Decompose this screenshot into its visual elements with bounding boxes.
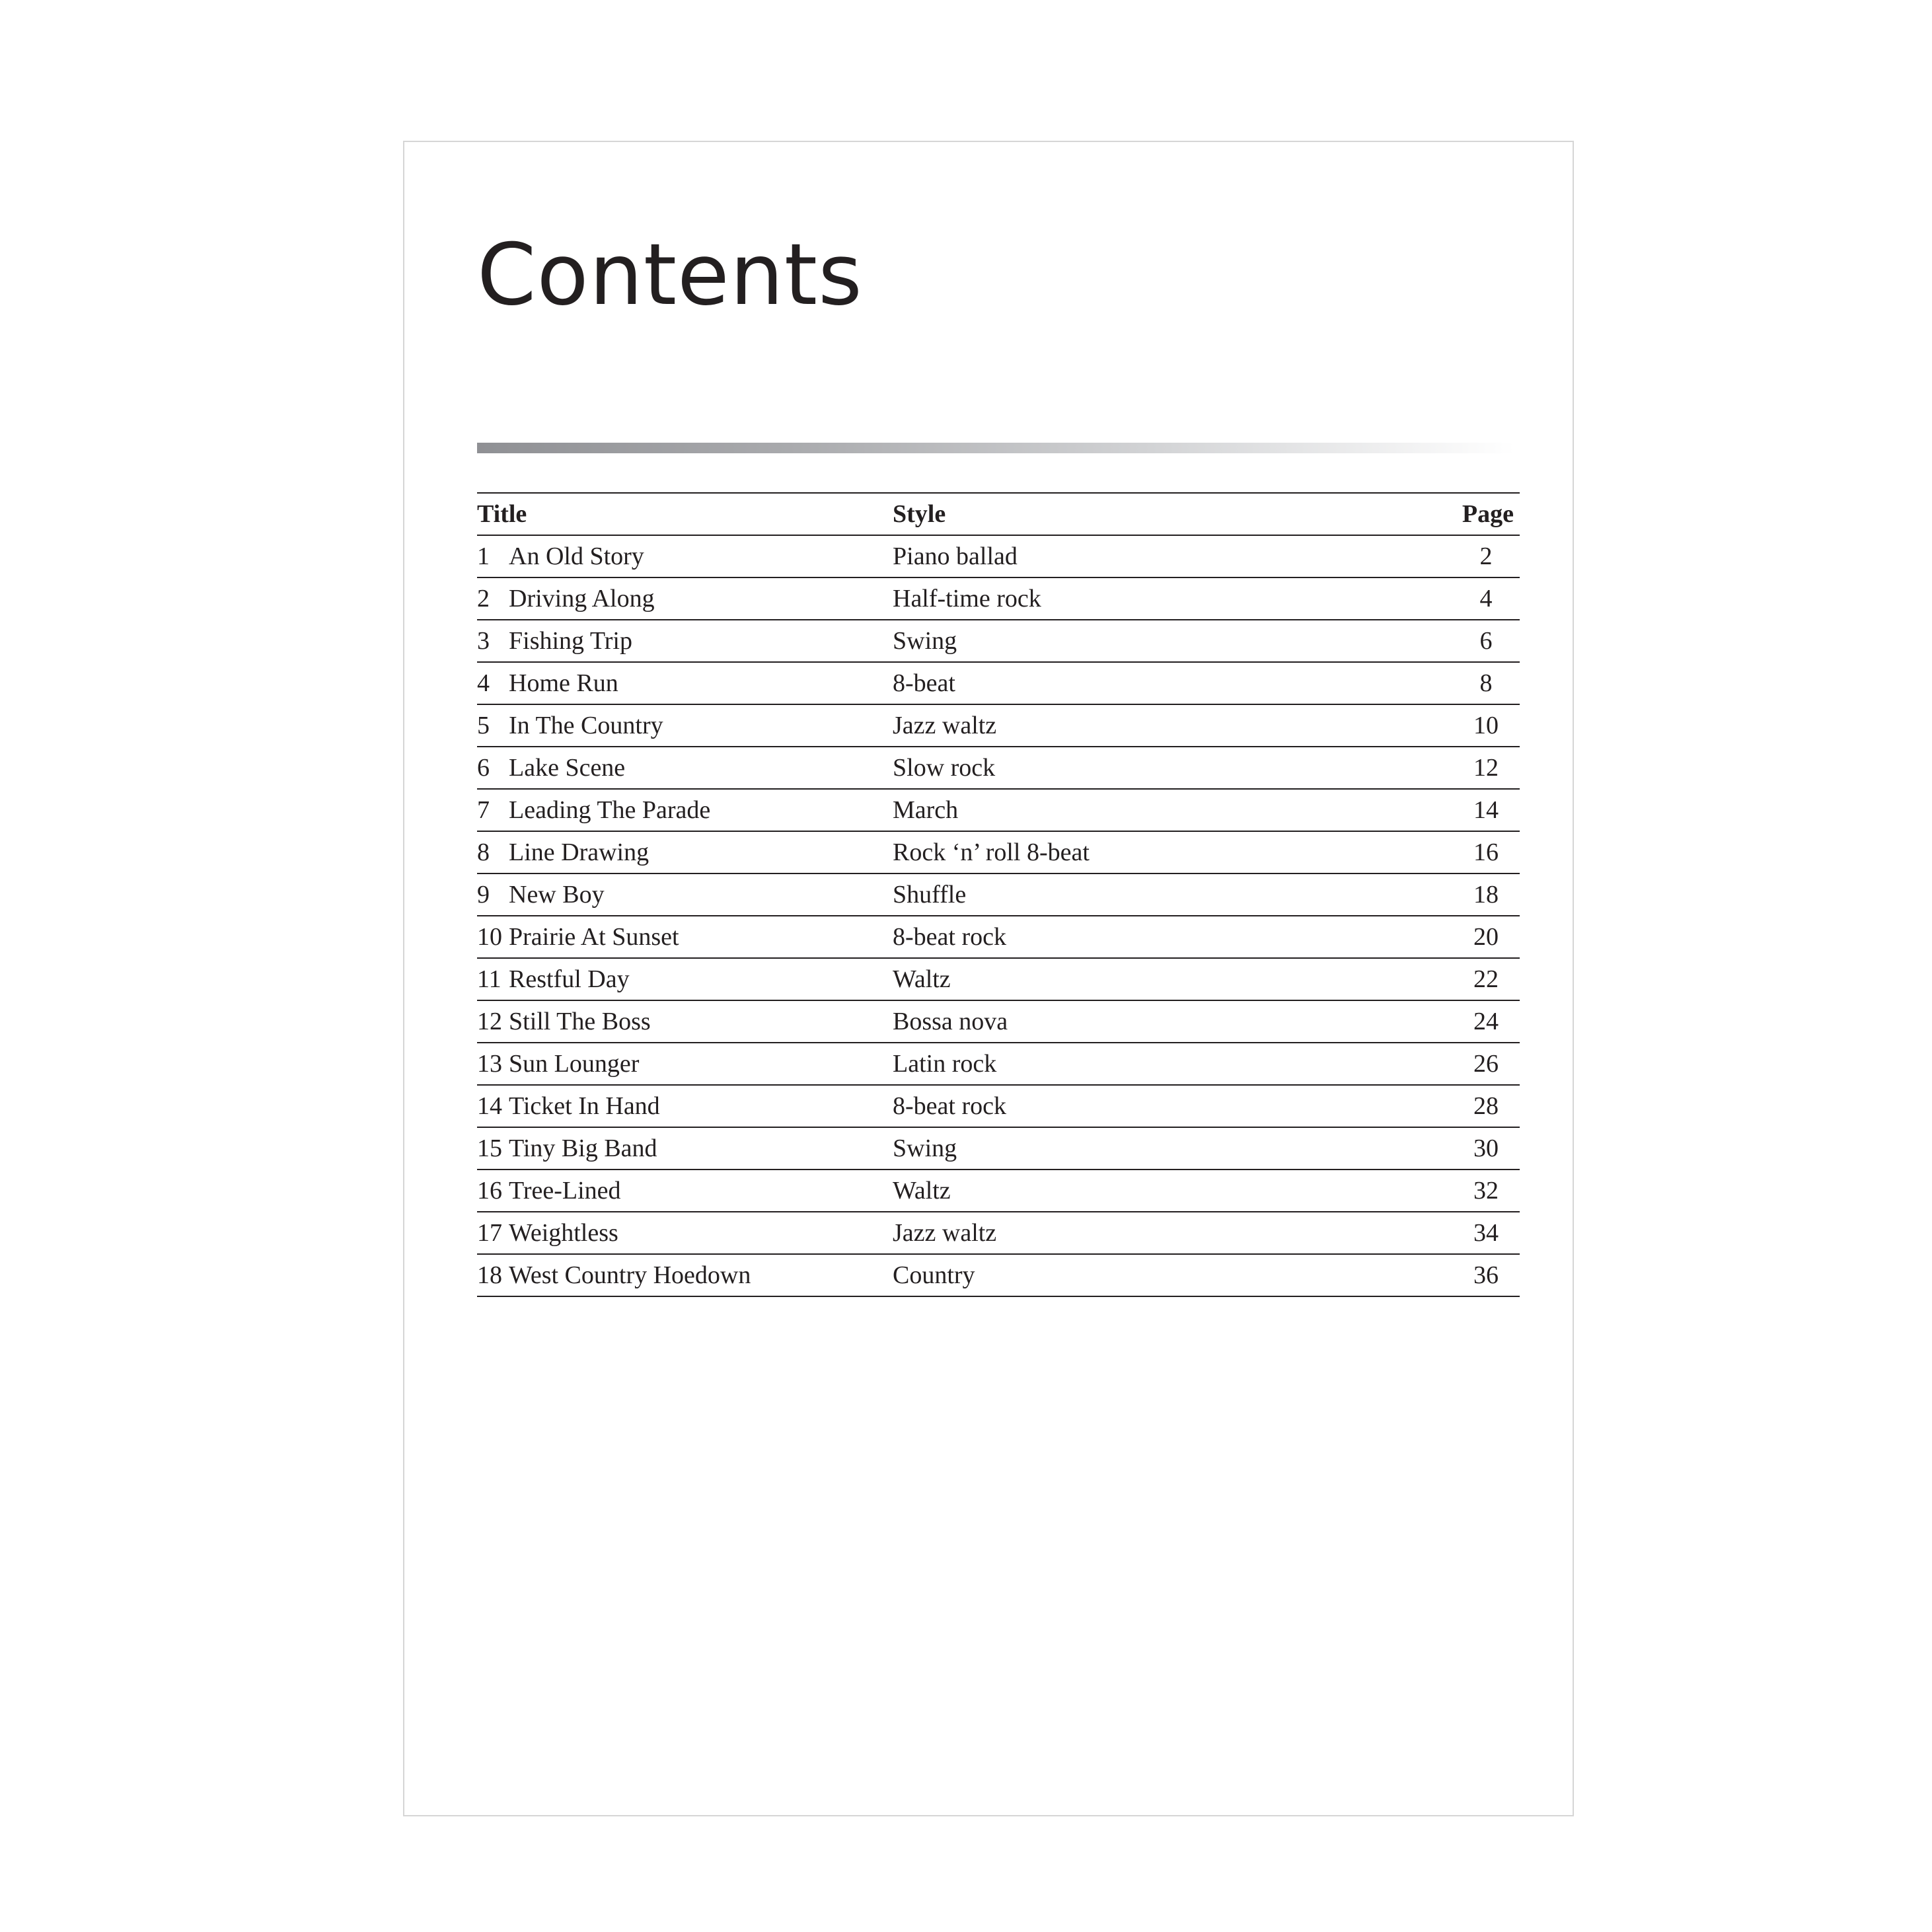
contents-table (477, 492, 1520, 1297)
table-row (477, 832, 1520, 874)
table-row (477, 1001, 1520, 1043)
entry-page: 2 (1479, 542, 1493, 570)
entry-number: 7 (477, 796, 490, 824)
table-row (477, 1212, 1520, 1255)
entry-number: 15 (477, 1134, 502, 1162)
entry-page: 14 (1473, 796, 1499, 824)
entry-title: An Old Story (509, 542, 644, 570)
entry-style: Waltz (893, 1177, 951, 1205)
entry-style: Half-time rock (893, 585, 1041, 613)
table-row (477, 959, 1520, 1001)
entry-page: 4 (1479, 585, 1493, 613)
entry-style: Waltz (893, 965, 951, 993)
entry-page: 32 (1473, 1177, 1499, 1205)
entry-title: Tiny Big Band (509, 1134, 657, 1162)
entry-page: 12 (1473, 754, 1499, 782)
entry-style: Jazz waltz (893, 1219, 997, 1247)
entry-style: Swing (893, 627, 957, 655)
table-row (477, 1128, 1520, 1170)
entry-number: 12 (477, 1008, 502, 1035)
entry-number: 1 (477, 542, 490, 570)
page-title: Contents (477, 226, 863, 324)
entry-number: 17 (477, 1219, 502, 1247)
table-row (477, 1086, 1520, 1128)
entry-title: Sun Lounger (509, 1050, 640, 1078)
entry-title: Still The Boss (509, 1008, 651, 1035)
entry-title: Ticket In Hand (509, 1092, 660, 1120)
entry-number: 11 (477, 965, 502, 993)
column-header-title: Title (477, 500, 527, 528)
entry-number: 3 (477, 627, 490, 655)
entry-number: 13 (477, 1050, 502, 1078)
entry-number: 8 (477, 838, 490, 866)
entry-page: 28 (1473, 1092, 1499, 1120)
entry-number: 2 (477, 585, 490, 613)
entry-title: Fishing Trip (509, 627, 632, 655)
entry-title: Line Drawing (509, 838, 650, 866)
entry-page: 34 (1473, 1219, 1499, 1247)
entry-style: Country (893, 1261, 975, 1289)
entry-title: Tree-Lined (509, 1177, 621, 1205)
entry-title: West Country Hoedown (509, 1261, 751, 1289)
table-row (477, 747, 1520, 790)
entry-style: Slow rock (893, 754, 996, 782)
entry-title: Weightless (509, 1219, 618, 1247)
entry-style: March (893, 796, 959, 824)
column-header-style: Style (893, 500, 946, 528)
entry-page: 10 (1473, 712, 1499, 739)
entry-title: Leading The Parade (509, 796, 711, 824)
table-row (477, 1170, 1520, 1212)
document-page (403, 141, 1574, 1816)
entry-page: 8 (1479, 669, 1493, 697)
gradient-divider (477, 443, 1514, 453)
table-row (477, 916, 1520, 959)
entry-title: In The Country (509, 712, 663, 739)
entry-page: 6 (1479, 627, 1493, 655)
table-header-row (477, 494, 1520, 536)
table-row (477, 874, 1520, 916)
entry-style: Latin rock (893, 1050, 997, 1078)
entry-number: 4 (477, 669, 490, 697)
entry-page: 22 (1473, 965, 1499, 993)
table-row (477, 705, 1520, 747)
entry-style: Jazz waltz (893, 712, 997, 739)
entry-title: Lake Scene (509, 754, 626, 782)
entry-style: Piano ballad (893, 542, 1018, 570)
entry-page: 20 (1473, 923, 1499, 951)
entry-number: 16 (477, 1177, 502, 1205)
entry-page: 30 (1473, 1134, 1499, 1162)
entry-number: 6 (477, 754, 490, 782)
entry-title: Prairie At Sunset (509, 923, 679, 951)
table-row (477, 578, 1520, 620)
table-row (477, 1255, 1520, 1297)
entry-number: 10 (477, 923, 502, 951)
entry-page: 16 (1473, 838, 1499, 866)
entry-number: 5 (477, 712, 490, 739)
column-header-page: Page (1462, 500, 1514, 528)
entry-style: Rock ‘n’ roll 8-beat (893, 838, 1090, 866)
table-row (477, 1043, 1520, 1086)
entry-style: 8-beat (893, 669, 955, 697)
entry-number: 9 (477, 881, 490, 909)
entry-page: 26 (1473, 1050, 1499, 1078)
entry-style: Swing (893, 1134, 957, 1162)
table-row (477, 790, 1520, 832)
table-row (477, 620, 1520, 663)
entry-style: Bossa nova (893, 1008, 1008, 1035)
entry-style: Shuffle (893, 881, 967, 909)
entry-number: 18 (477, 1261, 502, 1289)
entry-title: New Boy (509, 881, 605, 909)
entry-title: Driving Along (509, 585, 655, 613)
entry-page: 36 (1473, 1261, 1499, 1289)
entry-style: 8-beat rock (893, 1092, 1006, 1120)
table-row (477, 663, 1520, 705)
table-row (477, 536, 1520, 578)
entry-title: Restful Day (509, 965, 630, 993)
entry-page: 18 (1473, 881, 1499, 909)
entry-page: 24 (1473, 1008, 1499, 1035)
entry-style: 8-beat rock (893, 923, 1006, 951)
entry-number: 14 (477, 1092, 502, 1120)
entry-title: Home Run (509, 669, 618, 697)
